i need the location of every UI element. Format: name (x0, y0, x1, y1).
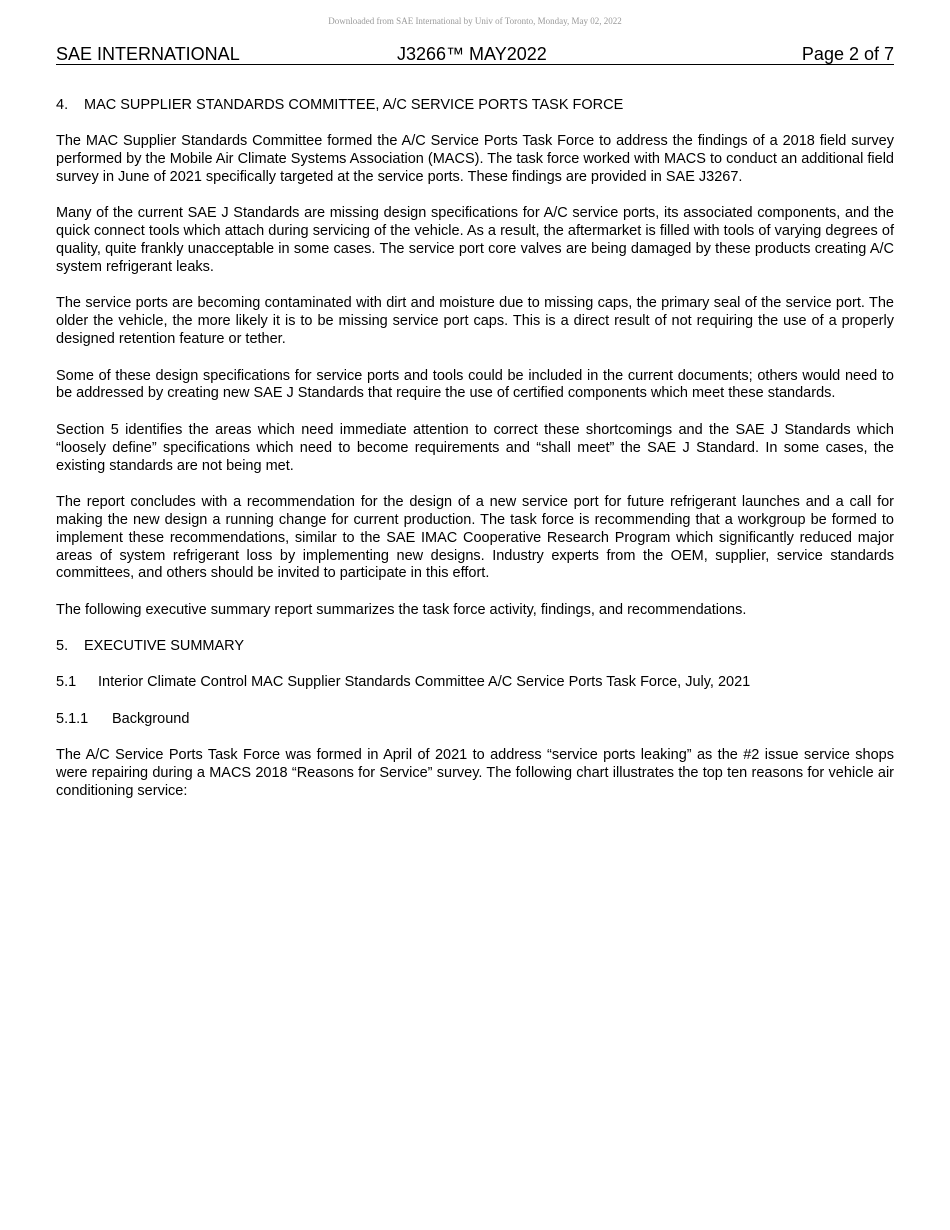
section-4-paragraph-4: Some of these design specifications for service ports and tools could be included in the current documents; others would need to be addressed by creating new SAE J Standards that require the use of certified components which meet these standards. (56, 367, 894, 402)
header-document-id: J3266™ MAY2022 (397, 44, 547, 64)
section-4-paragraph-7: The following executive summary report summarizes the task force activity, findings, and recommendations. (56, 601, 747, 618)
page-header (56, 44, 894, 65)
section-5-1-1-heading (56, 711, 894, 729)
section-4-paragraph-6: The report concludes with a recommendation for the design of a new service port for future refrigerant launches and a call for making the new design a running change for current production. The task force is recommending that a workgroup be formed to implement these recommendations, similar to the SAE IMAC Cooperative Research Program which significantly reduced major areas of system refrigerant loss by implementing new designs. Industry experts from the OEM, supplier, service standards committees, and others should be invited to participate in this effort. (56, 493, 894, 582)
section-5-1-number: 5.1 (56, 674, 77, 691)
section-4-paragraph-3: The service ports are becoming contaminated with dirt and moisture due to missing caps, the primary seal of the service port. The older the vehicle, the more likely it is to be missing service port caps. This is a direct result of not requiring the use of a properly designed retention feature or tether. (56, 295, 894, 348)
section-5-number: 5. (56, 638, 69, 655)
section-4-heading (56, 97, 894, 115)
header-organization: SAE INTERNATIONAL (56, 44, 240, 64)
section-4-paragraph-2: Many of the current SAE J Standards are missing design specifications for A/C service ports, its associated components, and the quick connect tools which attach during servicing of the vehicle. As a result, the aftermarket is filled with tools of varying degrees of quality, quite frankly unacceptable in some cases. The service port core valves are being damaged by these products creating A/C system refrigerant leaks. (56, 205, 894, 276)
section-5-1-heading (56, 674, 894, 692)
section-5-title: EXECUTIVE SUMMARY (84, 638, 245, 655)
section-4-title: MAC SUPPLIER STANDARDS COMMITTEE, A/C SERVICE PORTS TASK FORCE (84, 97, 624, 113)
section-5-heading (56, 638, 894, 656)
section-5-1-1-number: 5.1.1 (56, 710, 89, 727)
section-5-1-1-title: Background (112, 710, 190, 727)
section-5-1-title: Interior Climate Control MAC Supplier Standards Committee A/C Service Ports Task Force, July, 2021 (98, 674, 751, 691)
document-body (56, 97, 894, 819)
section-4-number: 4. (56, 97, 69, 113)
header-page-number: Page 2 of 7 (801, 44, 894, 64)
section-5-1-1-paragraph: The A/C Service Ports Task Force was formed in April of 2021 to address “service ports leaking” as the #2 issue service shops were repairing during a MACS 2018 “Reasons for Service” survey. The following chart illustrates the top ten reasons for vehicle air conditioning service: (56, 746, 894, 799)
section-4-paragraph-5: Section 5 identifies the areas which need immediate attention to correct these shortcomings and the SAE J Standards which “loosely define” specifications which need to become requirements and “shall meet” the SAE J Standard. In some cases, the existing standards are not being met. (56, 421, 894, 474)
section-4-paragraph-1: The MAC Supplier Standards Committee formed the A/C Service Ports Task Force to address the findings of a 2018 field survey performed by the Mobile Air Climate Systems Association (MACS). The task force worked with MACS to conduct an additional field survey in June of 2021 specifically targeted at the service ports. These findings are provided in SAE J3267. (56, 133, 894, 186)
download-watermark: Downloaded from SAE International by Univ of Toronto, Monday, May 02, 2022 (328, 16, 622, 26)
